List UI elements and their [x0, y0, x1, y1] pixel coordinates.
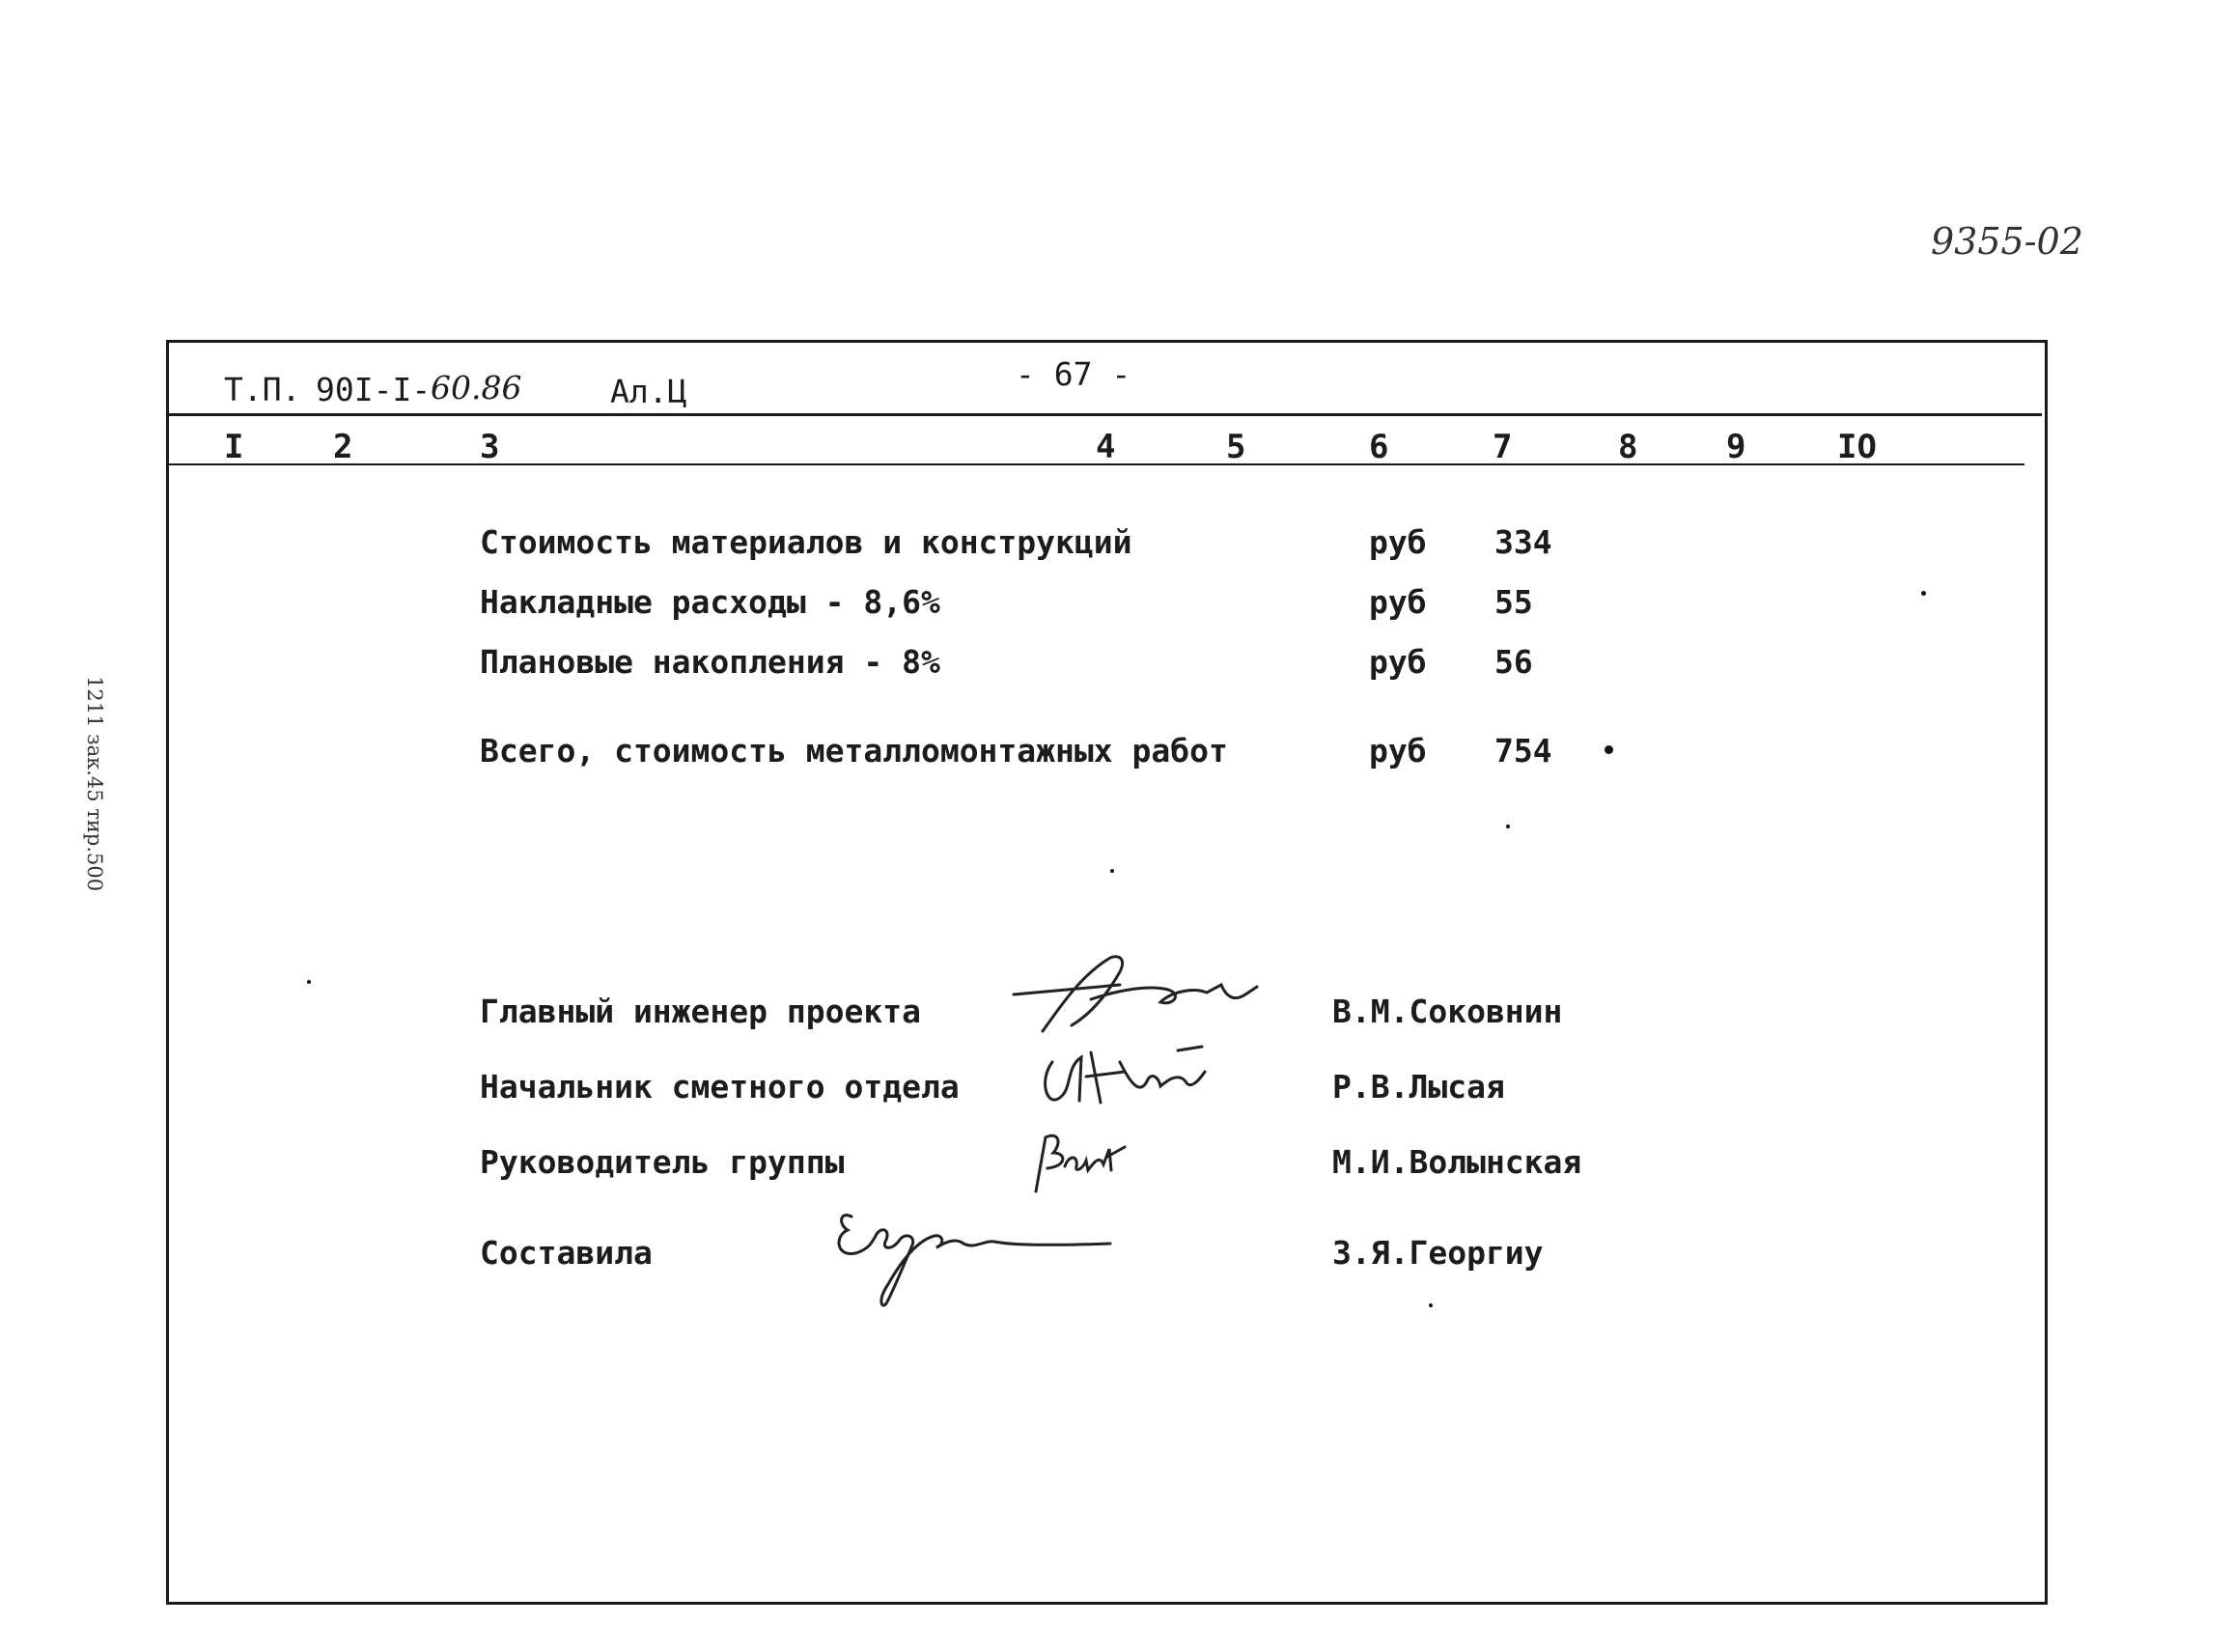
signatory-title: Главный инженер проекта — [480, 993, 921, 1030]
header-divider — [169, 413, 2042, 416]
column-number-3: 3 — [480, 428, 500, 466]
column-number-8: 8 — [1618, 428, 1638, 466]
page-number: - 67 - — [1016, 355, 1131, 393]
signature-group-lead — [1019, 1128, 1134, 1195]
scan-speck — [1110, 869, 1114, 873]
row-value: 334 — [1494, 523, 1552, 561]
column-number-1: I — [224, 428, 244, 466]
total-row-value: 754 — [1494, 732, 1552, 770]
column-number-2: 2 — [333, 428, 353, 466]
column-number-10: IO — [1837, 428, 1877, 466]
scan-speck — [1921, 591, 1926, 596]
signature-compiler — [830, 1197, 1130, 1313]
signatory-name: М.И.Волынская — [1332, 1143, 1582, 1181]
row-description: Плановые накопления - 8% — [480, 643, 940, 681]
signature-chief-engineer — [1004, 946, 1274, 1043]
row-unit: руб — [1369, 523, 1427, 561]
scan-speck — [1506, 825, 1510, 828]
row-value: 56 — [1494, 643, 1533, 681]
column-number-4: 4 — [1096, 428, 1116, 466]
row-unit: руб — [1369, 643, 1427, 681]
column-number-7: 7 — [1493, 428, 1513, 466]
row-value: 55 — [1494, 583, 1533, 621]
signatory-name: З.Я.Георгиу — [1332, 1234, 1544, 1272]
header-tp-handwritten: 60.86 — [431, 369, 522, 406]
signatory-title: Руководитель группы — [480, 1143, 845, 1181]
bullet-mark — [1605, 745, 1613, 754]
row-description: Накладные расходы - 8,6% — [480, 583, 940, 621]
scan-speck — [1429, 1303, 1433, 1307]
row-unit: руб — [1369, 583, 1427, 621]
header-album: Ал.Ц — [610, 373, 687, 410]
total-row-unit: руб — [1369, 732, 1427, 770]
column-number-5: 5 — [1226, 428, 1246, 466]
signatory-name: Р.В.Лысая — [1332, 1068, 1505, 1106]
signatory-name: В.М.Соковнин — [1332, 993, 1563, 1030]
signatory-title: Начальник сметного отдела — [480, 1068, 960, 1106]
total-row-description: Всего, стоимость металломонтажных работ — [480, 732, 1228, 770]
signature-estimate-head — [1033, 1043, 1226, 1120]
column-number-9: 9 — [1726, 428, 1746, 466]
signatory-title: Составила — [480, 1234, 653, 1272]
column-number-6: 6 — [1369, 428, 1389, 466]
row-description: Стоимость материалов и конструкций — [480, 523, 1132, 561]
header-tp-label: Т.П. — [224, 371, 301, 408]
header-tp-code: 90I-I- — [316, 371, 432, 408]
scan-speck — [307, 980, 311, 984]
side-stamp: 1211 зак.45 тир.500 — [83, 676, 106, 892]
corner-code: 9355-02 — [1931, 220, 2083, 263]
